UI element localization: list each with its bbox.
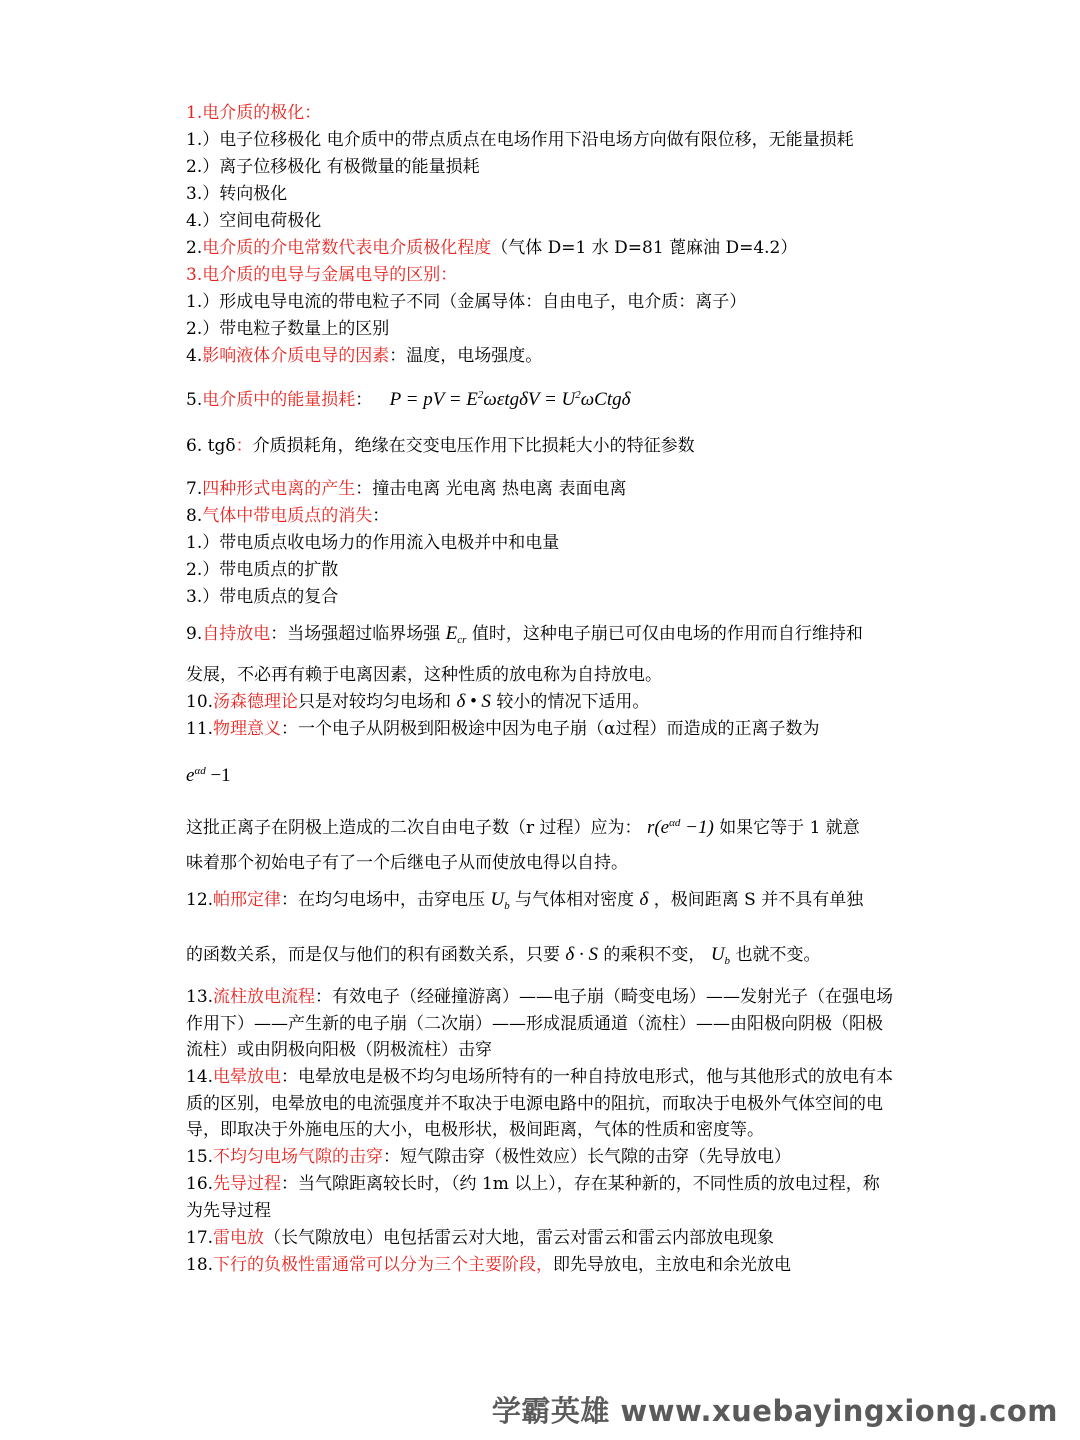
item-12-continued: 的函数关系，而是仅与他们的积有函数关系，只要 δ · S 的乘积不变， $U_b$ 也就不变。 bbox=[186, 944, 821, 967]
list-item: 发展，不必再有赖于电离因素，这种性质的放电称为自持放电。 bbox=[186, 665, 662, 685]
site-watermark: 学霸英雄 www.xuebayingxiong.com bbox=[491, 1394, 1058, 1428]
list-item: 2.）带电质点的扩散 bbox=[186, 560, 339, 580]
list-item: 2.）带电粒子数量上的区别 bbox=[186, 319, 390, 339]
item-1-heading: 1.电介质的极化： bbox=[186, 103, 322, 123]
delta-s-product: δ · S bbox=[565, 944, 598, 965]
list-item: 1.）电子位移极化 电介质中的带点质点在电场作用下沿电场方向做有限位移，无能量损耗 bbox=[186, 130, 854, 150]
critical-field-symbol: $E_{cr}$ bbox=[445, 623, 467, 646]
item-9: 9.自持放电：当场强超过临界场强 $E_{cr}$ 值时，这种电子崩已可仅由电场的作用而自行维持和 bbox=[186, 623, 863, 646]
item-11: 11.物理意义：一个电子从阴极到阳极途中因为电子崩（α过程）而造成的正离子数为 bbox=[186, 719, 820, 739]
item-2: 2.电介质的介电常数代表电介质极化程度（气体 D=1 水 D=81 蓖麻油 D=4.2） bbox=[186, 238, 798, 258]
density-symbol: δ bbox=[639, 889, 649, 910]
item-15: 15.不均匀电场气隙的击穿：短气隙击穿（极性效应）长气隙的击穿（先导放电） bbox=[186, 1147, 792, 1167]
item-10: 10.汤森德理论只是对较均匀电场和 δ • S 较小的情况下适用。 bbox=[186, 691, 650, 712]
list-item: 4.）空间电荷极化 bbox=[186, 211, 322, 231]
list-item: 2.）离子位移极化 有极微量的能量损耗 bbox=[186, 157, 480, 177]
energy-loss-formula: P = pV = $E^2\omega\varepsilon tg\delta V = U^2\omega Ctg\delta$ bbox=[389, 389, 631, 410]
item-8: 8.气体中带电质点的消失： bbox=[186, 506, 390, 526]
item-11-continued: 这批正离子在阴极上造成的二次自由电子数（r 过程）应为： $r(e^{\alpha d} -1)$ 如果它等于 1 就意 bbox=[186, 817, 860, 838]
item-14: 14.电晕放电：电晕放电是极不均匀电场所特有的一种自持放电形式，他与其他形式的放电有本质的区别，电晕放电的电流强度并不取决于电源电路中的阻抗，而取决于电极外气体空间的电导，即取决于外施电压的大小，电极形状，极间距离，气体的性质和密度等。 bbox=[186, 1067, 894, 1140]
item-13: 13.流柱放电流程：有效电子（经碰撞游离）——电子崩（畸变电场）——发射光子（在强电场作用下）——产生新的电子崩（二次崩）——形成混质通道（流柱）——由阳极向阴极（阳极流柱）或由阴极向阳极（阴极流柱）击穿 bbox=[186, 987, 894, 1060]
breakdown-voltage-symbol-2: $U_b$ bbox=[710, 944, 731, 967]
item-7: 7.四种形式电离的产生：撞击电离 光电离 热电离 表面电离 bbox=[186, 479, 627, 499]
item-12: 12.帕邢定律：在均匀电场中，击穿电压 $U_b$ 与气体相对密度 δ ，极间距离 S 并不具有单独 bbox=[186, 889, 864, 912]
breakdown-voltage-symbol: $U_b$ bbox=[490, 889, 510, 912]
item-16: 16.先导过程：当气隙距离较长时，（约 1m 以上），存在某种新的，不同性质的放电过程，称为先导过程 bbox=[186, 1174, 880, 1221]
ion-count-formula: $e^{\alpha d} -1$ bbox=[186, 765, 231, 786]
item-18: 18.下行的负极性雷通常可以分为三个主要阶段，即先导放电，主放电和余光放电 bbox=[186, 1255, 792, 1275]
item-3-heading: 3.电介质的电导与金属电导的区别： bbox=[186, 265, 458, 285]
delta-s-symbol: δ • S bbox=[456, 691, 491, 712]
list-item: 1.）带电质点收电场力的作用流入电极并中和电量 bbox=[186, 533, 560, 553]
item-5: 5.电介质中的能量损耗： P = pV = $E^2\omega\varepsilon tg\delta V = U^2\omega Ctg\delta$ bbox=[186, 389, 631, 410]
list-item: 1.）形成电导电流的带电粒子不同（金属导体：自由电子，电介质：离子） bbox=[186, 292, 747, 312]
list-item: 3.）转向极化 bbox=[186, 184, 288, 204]
list-item: 3.）带电质点的复合 bbox=[186, 587, 339, 607]
list-item: 味着那个初始电子有了一个后继电子从而使放电得以自持。 bbox=[186, 853, 628, 873]
secondary-electrons-formula: $r(e^{\alpha d} -1)$ bbox=[646, 817, 714, 838]
item-6: 6. tgδ：介质损耗角，绝缘在交变电压作用下比损耗大小的特征参数 bbox=[186, 436, 695, 456]
item-17: 17.雷电放（长气隙放电）电包括雷云对大地，雷云对雷云和雷云内部放电现象 bbox=[186, 1228, 775, 1248]
item-4: 4.影响液体介质电导的因素：温度，电场强度。 bbox=[186, 346, 543, 366]
